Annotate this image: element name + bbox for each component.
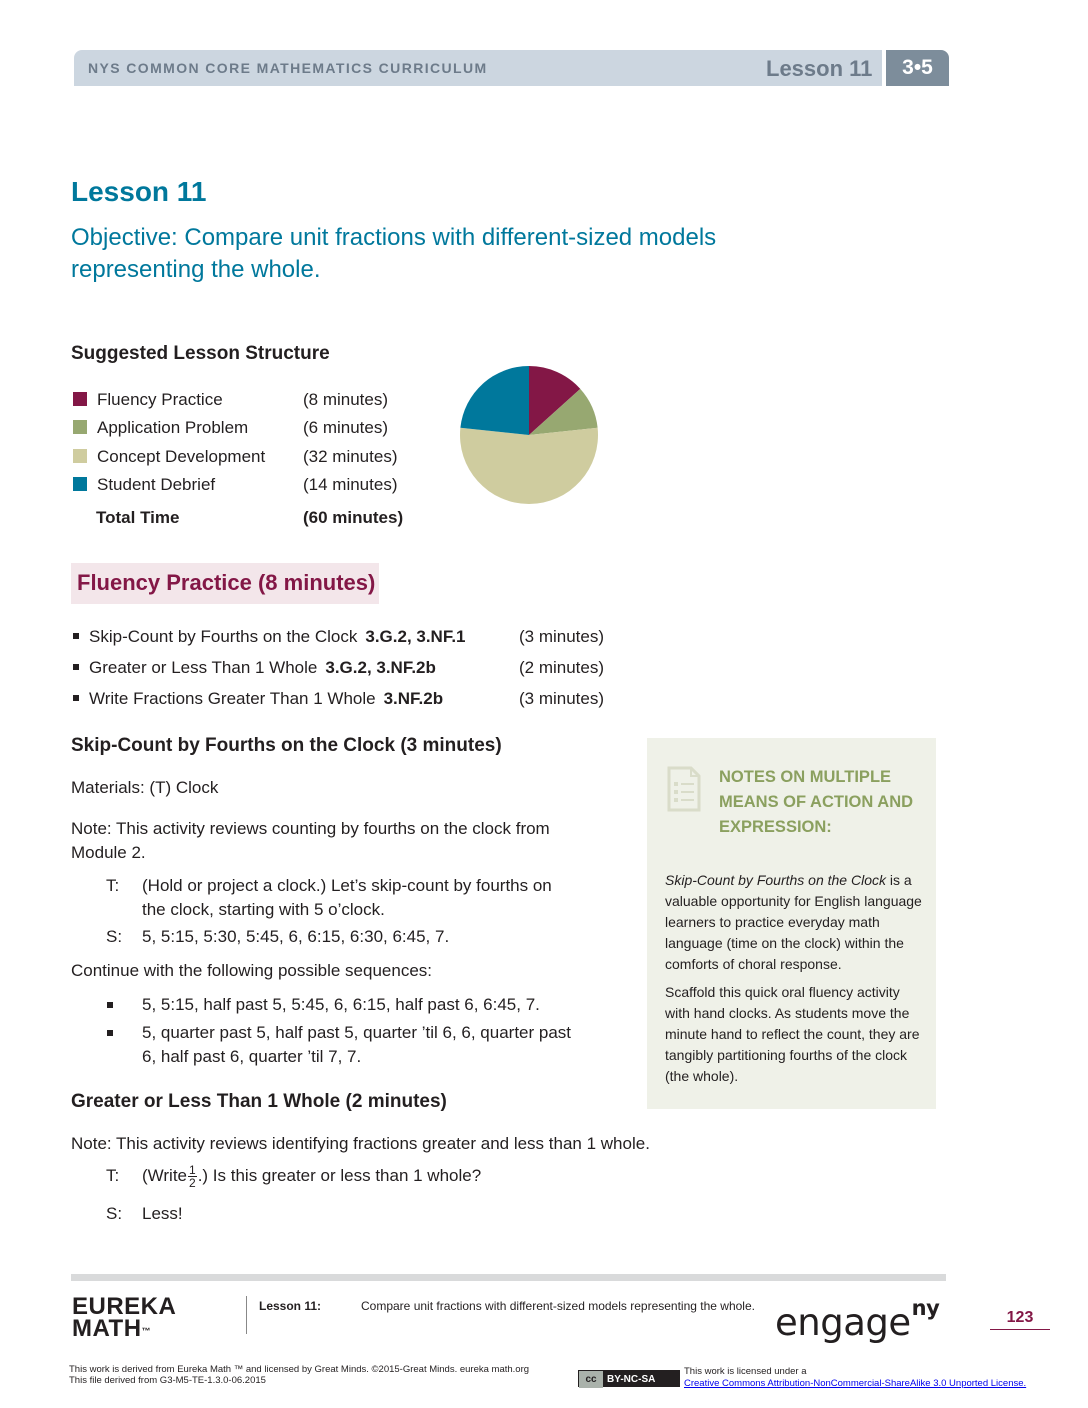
fluency-heading: Fluency Practice (8 minutes) [77, 570, 376, 595]
bullet [107, 1030, 113, 1036]
materials: Materials: (T) Clock [71, 778, 219, 797]
structure-item-label: Student Debrief [97, 475, 216, 494]
fraction-numerator: 1 [189, 1163, 196, 1178]
fluency-item [73, 687, 605, 711]
dialogue-text-end: .) Is this greater or less than 1 whole? [197, 1166, 482, 1185]
curriculum-title: NYS COMMON CORE MATHEMATICS CURRICULUM [88, 60, 488, 76]
fluency-item-text: Skip-Count by Fourths on the Clock [89, 627, 358, 646]
student-line [106, 1202, 406, 1226]
structure-item-time: (8 minutes) [303, 390, 389, 409]
fluency-item-text: Greater or Less Than 1 Whole [89, 658, 318, 677]
license-line: This work is licensed under a [684, 1366, 807, 1377]
bullet [73, 664, 79, 670]
sequence-text: 5, 5:15, half past 5, 5:45, 6, 6:15, half past 6, 6:45, 7. [142, 995, 540, 1014]
fraction-denominator: 2 [189, 1176, 196, 1191]
total-time-value: (60 minutes) [303, 508, 404, 527]
footer-rule [71, 1274, 946, 1281]
grade-module-badge: 3•5 [886, 50, 949, 86]
structure-item [73, 388, 389, 412]
speaker-label: T: [106, 1166, 120, 1185]
license-line: This file derived from G3-M5-TE-1.3.0-06.2015 [69, 1375, 266, 1386]
footer-lesson-label: Lesson 11: [259, 1299, 322, 1313]
license-link[interactable]: Creative Commons Attribution-NonCommercial-ShareAlike 3.0 Unported License. [684, 1378, 1027, 1389]
bullet [107, 1002, 113, 1008]
structure-item-time: (32 minutes) [303, 447, 398, 466]
structure-item [73, 473, 398, 497]
lesson-structure-pie-chart [456, 362, 602, 508]
structure-heading: Suggested Lesson Structure [71, 343, 330, 364]
creative-commons-badge[interactable] [578, 1370, 680, 1387]
structure-item-label: Concept Development [97, 447, 266, 466]
legend-swatch [73, 420, 87, 434]
document-list-icon [663, 764, 703, 814]
skip-count-heading: Skip-Count by Fourths on the Clock (3 minutes) [71, 735, 502, 756]
cc-badge-label: BY-NC-SA [607, 1374, 656, 1385]
greater-less-heading: Greater or Less Than 1 Whole (2 minutes) [71, 1091, 447, 1112]
cc-icon: cc [579, 1371, 603, 1388]
legend-swatch [73, 477, 87, 491]
header-lesson: Lesson 11 [766, 56, 873, 81]
fluency-item-standard: 3.G.2, 3.NF.2b [325, 658, 436, 677]
fraction-one-half [188, 1164, 197, 1189]
student-line [106, 925, 576, 949]
structure-item-time: (6 minutes) [303, 418, 389, 437]
fluency-item-standard: 3.NF.2b [383, 689, 444, 708]
fluency-item-standard: 3.G.2, 3.NF.1 [365, 627, 466, 646]
dialogue-text: Less! [142, 1204, 183, 1223]
structure-item-label: Fluency Practice [97, 390, 223, 409]
engageny-logo [775, 1296, 939, 1344]
logo-line-1: EUREKA [72, 1293, 177, 1320]
pie-slice-concept-development [460, 428, 598, 504]
teacher-line [106, 874, 576, 922]
footer-lesson-objective: Compare unit fractions with different-sized models representing the whole. [361, 1299, 755, 1313]
skip-count-note: Note: This activity reviews counting by fourths on the clock from Module 2. [71, 819, 550, 862]
structure-item [73, 416, 389, 440]
eureka-math-logo [72, 1293, 177, 1342]
logo-line-2: MATH [72, 1315, 142, 1342]
bullet [73, 695, 79, 701]
license-attribution [69, 1364, 529, 1386]
greater-less-note: Note: This activity reviews identifying fractions greater and less than 1 whole. [71, 1134, 650, 1153]
sequence-text: 5, quarter past 5, half past 5, quarter ’til 6, 6, quarter past 6, half past 6, quarter ’til 7, 7. [142, 1023, 572, 1066]
fluency-item-text: Write Fractions Greater Than 1 Whole [89, 689, 376, 708]
license-notice [684, 1366, 1026, 1390]
notes-emphasis: Skip-Count by Fourths on the Clock [665, 872, 886, 888]
sequence-item [107, 1021, 577, 1069]
dialogue-text-start: (Write [142, 1166, 188, 1185]
fluency-item-time: (3 minutes) [519, 627, 605, 646]
fluency-item [73, 656, 605, 680]
trademark: ™ [141, 1326, 152, 1336]
bullet [73, 633, 79, 639]
fluency-item-time: (3 minutes) [519, 689, 605, 708]
notes-title: NOTES ON MULTIPLE MEANS OF ACTION AND EXPRESSION: [719, 768, 914, 836]
structure-item-label: Application Problem [97, 418, 249, 437]
license-line: This work is derived from Eureka Math ™ and licensed by Great Minds. ©2015-Great Minds. eureka math.org [69, 1364, 530, 1375]
continue-text: Continue with the following possible sequences: [71, 961, 433, 980]
fluency-item-time: (2 minutes) [519, 658, 605, 677]
logo-superscript: ny [911, 1296, 940, 1320]
footer-divider [246, 1296, 247, 1334]
teacher-line [106, 1164, 606, 1194]
legend-swatch [73, 392, 87, 406]
total-time-label: Total Time [96, 508, 180, 527]
dialogue-text: 5, 5:15, 5:30, 5:45, 6, 6:15, 6:30, 6:45, 7. [142, 927, 450, 946]
page-title: Lesson 11 [71, 176, 207, 207]
notes-text: is a valuable opportunity for English language learners to practice everyday math language (time on the clock) within the comforts of choral response. [665, 872, 922, 972]
page-number: 123 [990, 1309, 1050, 1330]
notes-paragraph [665, 870, 927, 975]
speaker-label: S: [106, 1204, 123, 1223]
lesson-objective: Objective: Compare unit fractions with different-sized models representing the whole. [71, 224, 717, 283]
fluency-item [73, 625, 605, 649]
logo-text: engage [775, 1301, 911, 1344]
structure-item [73, 445, 398, 469]
structure-item-time: (14 minutes) [303, 475, 398, 494]
dialogue-text [142, 1164, 481, 1189]
legend-swatch [73, 449, 87, 463]
dialogue-text: (Hold or project a clock.) Let’s skip-count by fourths on the clock, starting with 5 o’clock. [142, 876, 552, 919]
pie-slice-student-debrief [460, 366, 529, 435]
speaker-label: T: [106, 876, 120, 895]
notes-paragraph: Scaffold this quick oral fluency activity with hand clocks. As students move the minute hand to reflect the count, they are tangibly partitioning fourths of the clock (the whole). [665, 984, 920, 1084]
speaker-label: S: [106, 927, 123, 946]
sequence-item [107, 993, 577, 1017]
